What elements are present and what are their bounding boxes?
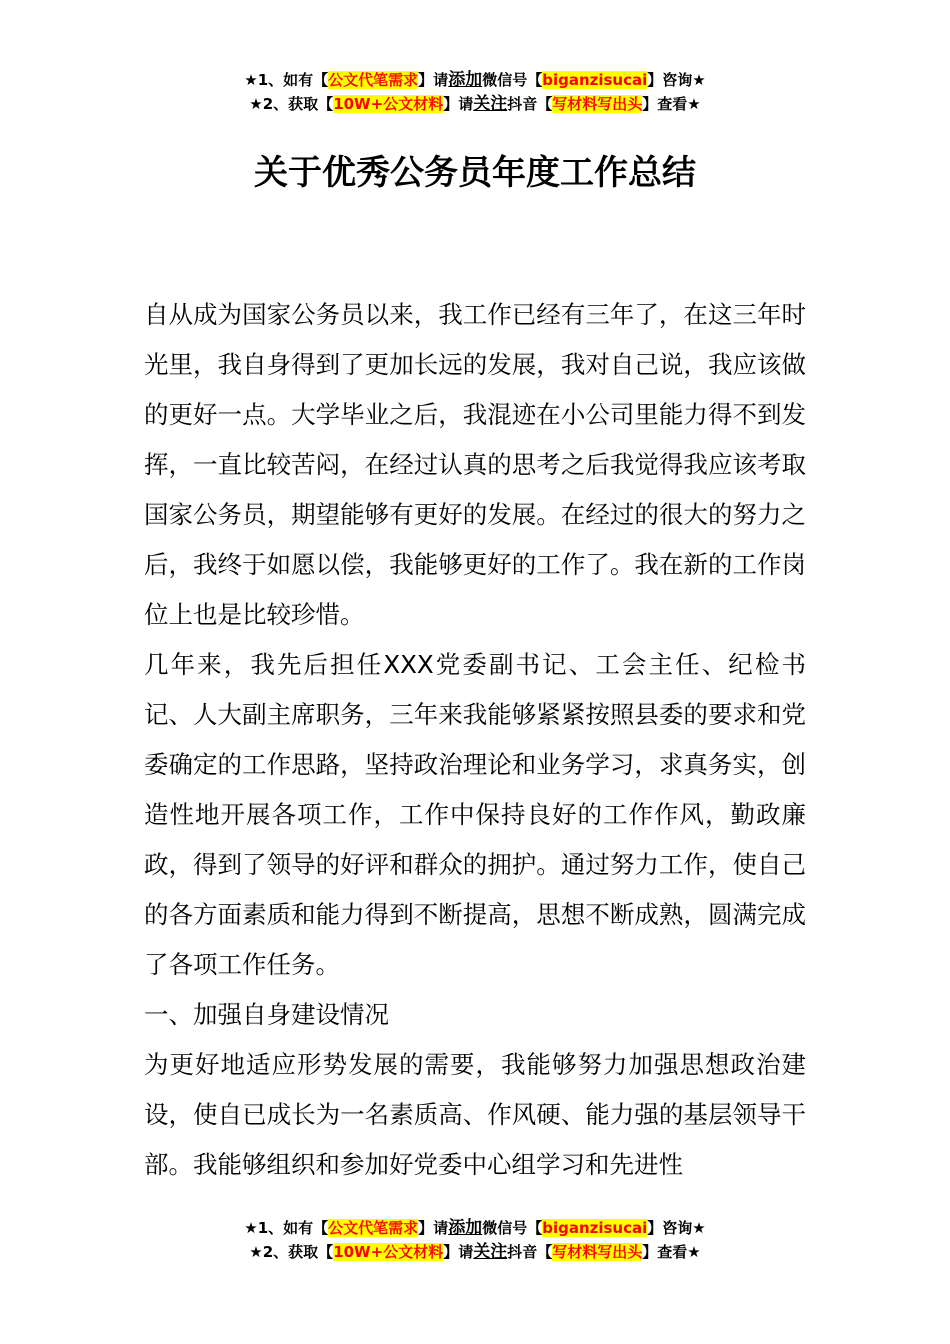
promo-line-1-prefix: ★1、如有【 xyxy=(244,1219,329,1237)
promo-line-2-mid2: 抖音【 xyxy=(507,95,553,113)
paragraph: 自从成为国家公务员以来，我工作已经有三年了，在这三年时光里，我自身得到了更加长远的发展，我对自己说，我应该做的更好一点。大学毕业之后，我混迹在小公司里能力得不到发挥，一直比较苦闷，在经过认真的思考之后我觉得我应该考取国家公务员，期望能够有更好的发展。在经过的很大的努力之后，我终于如愿以偿，我能够更好的工作了。我在新的工作岗位上也是比较珍惜。 xyxy=(144,300,806,629)
promo-line-2-mid: 】请 xyxy=(443,1243,474,1261)
promo-highlight-materials: 10W+公文材料 xyxy=(333,95,444,113)
promo-line-2-prefix: ★2、获取【 xyxy=(249,95,334,113)
promo-line-2-footer xyxy=(0,1241,950,1263)
paragraph: 几年来，我先后担任XXX党委副书记、工会主任、纪检书记、人大副主席职务，三年来我能够紧紧按照县委的要求和党委确定的工作思路，坚持政治理论和业务学习，求真务实，创造性地开展各项工作，工作中保持良好的工作作风，勤政廉政，得到了领导的好评和群众的拥护。通过努力工作，使自己的各方面素质和能力得到不断提高，思想不断成熟，圆满完成了各项工作任务。 xyxy=(144,650,806,979)
promo-highlight-douyin: 写材料写出头 xyxy=(552,95,643,113)
promo-highlight-service: 公文代笔需求 xyxy=(328,71,419,89)
promo-line-1-mid: 】请 xyxy=(418,1219,449,1237)
promo-line-1-suffix: 】咨询★ xyxy=(647,1219,706,1237)
promo-line-1-mid2: 微信号【 xyxy=(482,1219,543,1237)
promo-line-2-strong: 关注 xyxy=(473,94,508,114)
promo-line-2-mid2: 抖音【 xyxy=(507,1243,553,1261)
promo-line-2-strong: 关注 xyxy=(473,1242,508,1262)
promo-line-1-footer xyxy=(0,1217,950,1239)
promo-highlight-wechat: biganzisucai xyxy=(542,71,648,89)
promo-line-2 xyxy=(0,93,950,115)
document-body xyxy=(144,290,806,1190)
promo-line-1-mid2: 微信号【 xyxy=(482,71,543,89)
promo-line-1 xyxy=(0,69,950,91)
paragraph: 为更好地适应形势发展的需要，我能够努力加强思想政治建设，使自已成长为一名素质高、作风硬、能力强的基层领导干部。我能够组织和参加好党委中心组学习和先进性 xyxy=(144,1050,806,1179)
promo-highlight-service: 公文代笔需求 xyxy=(328,1219,419,1237)
promo-line-2-suffix: 】查看★ xyxy=(642,1243,701,1261)
promo-highlight-materials: 10W+公文材料 xyxy=(333,1243,444,1261)
promo-line-2-suffix: 】查看★ xyxy=(642,95,701,113)
promo-line-1-strong: 添加 xyxy=(448,70,483,90)
promo-line-1-mid: 】请 xyxy=(418,71,449,89)
promo-highlight-wechat: biganzisucai xyxy=(542,1219,648,1237)
promo-line-1-strong: 添加 xyxy=(448,1218,483,1238)
promo-line-1-prefix: ★1、如有【 xyxy=(244,71,329,89)
document-title: 关于优秀公务员年度工作总结 xyxy=(254,153,696,193)
promo-line-2-mid: 】请 xyxy=(443,95,474,113)
promo-line-1-suffix: 】咨询★ xyxy=(647,71,706,89)
promo-line-2-prefix: ★2、获取【 xyxy=(249,1243,334,1261)
promo-highlight-douyin: 写材料写出头 xyxy=(552,1243,643,1261)
section-heading: 一、加强自身建设情况 xyxy=(144,1000,389,1029)
